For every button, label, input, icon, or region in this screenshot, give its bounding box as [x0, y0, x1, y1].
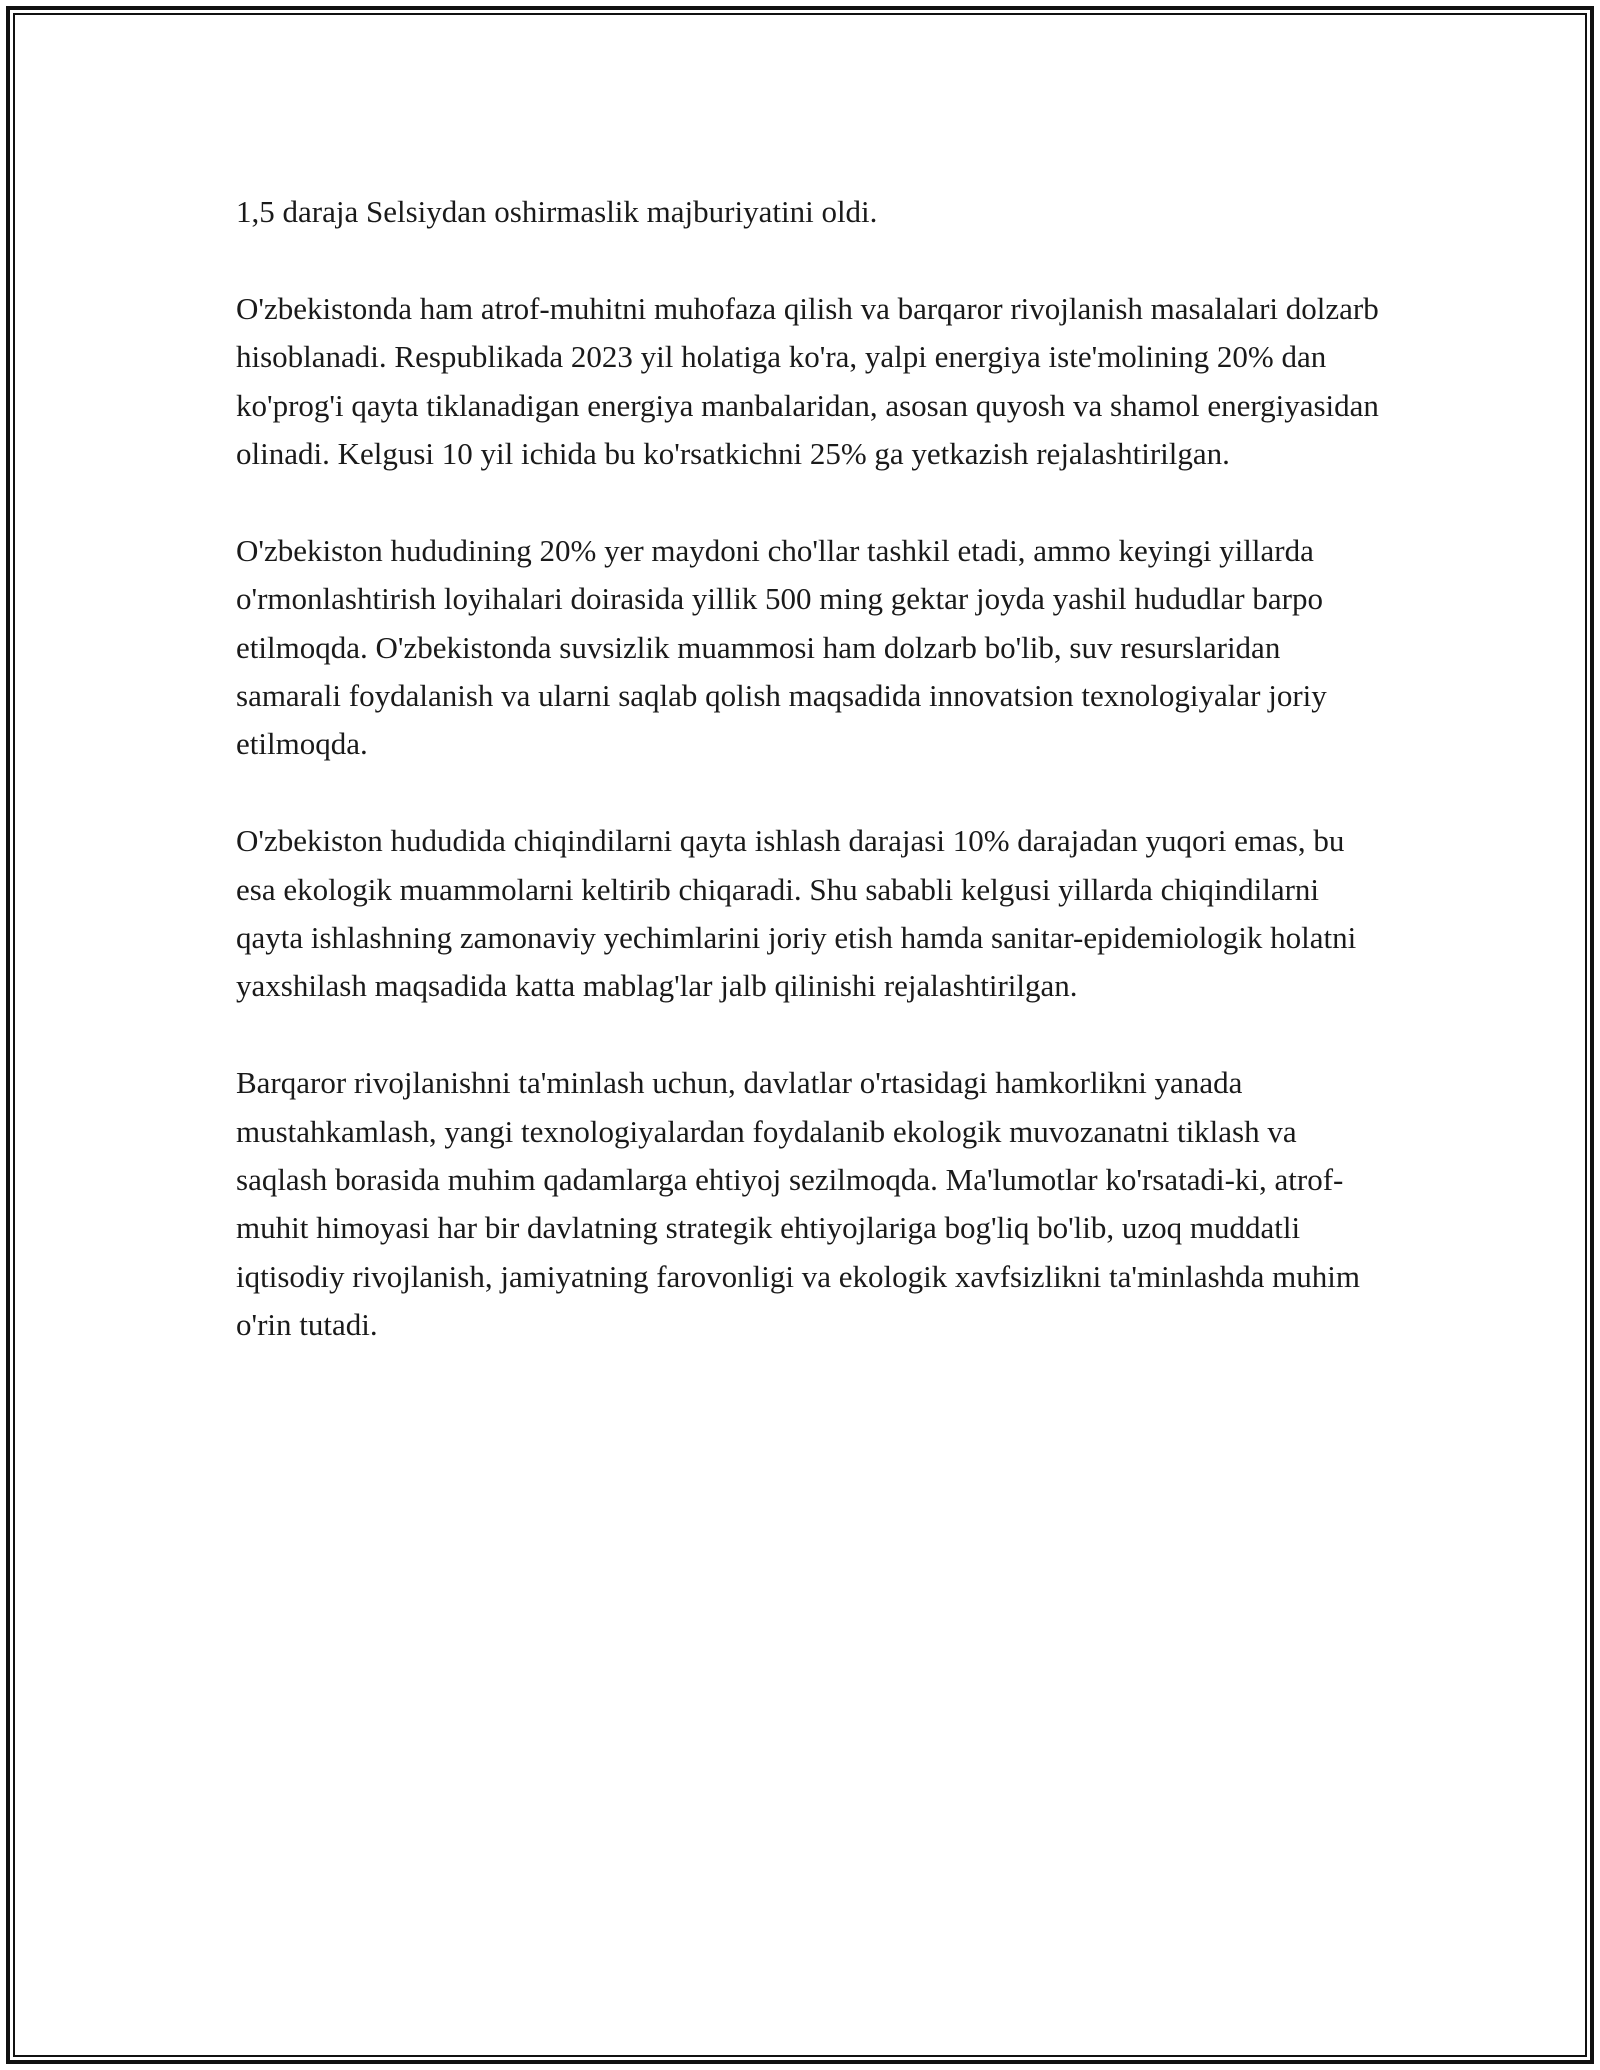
document-body: [236, 188, 1386, 1350]
paragraph-4: O'zbekiston hududida chiqindilarni qayta ishlash darajasi 10% darajadan yuqori emas, bu esa ekologik muammolarni keltirib chiqaradi. Shu sababli kelgusi yillarda chiqindilarni qayta ishlashning zamonaviy yechimlarini joriy etish hamda sanitar-epidemiologik holatni yaxshilash maqsadida katta mablag'lar jalb qilinishi rejalashtirilgan.: [236, 823, 1357, 1004]
paragraph-3: O'zbekiston hududining 20% yer maydoni cho'llar tashkil etadi, ammo keyingi yillarda o'rmonlashtirish loyihalari doirasida yillik 500 ming gektar joyda yashil hududlar barpo etilmoqda. O'zbekistonda suvsizlik muammosi ham dolzarb bo'lib, suv resurslaridan samarali foydalanish va ularni saqlab qolish maqsadida innovatsion texnologiyalar joriy etilmoqda.: [236, 532, 1327, 762]
paragraph-5: Barqaror rivojlanishni ta'minlash uchun, davlatlar o'rtasidagi hamkorlikni yanada mustahkamlash, yangi texnologiyalardan foydalanib ekologik muvozanatni tiklash va saqlash borasida muhim qadamlarga ehtiyoj sezilmoqda. Ma'lumotlar ko'rsatadi-ki, atrof-muhit himoyasi har bir davlatning strategik ehtiyojlariga bog'liq bo'lib, uzoq muddatli iqtisodiy rivojlanish, jamiyatning farovonligi va ekologik xavfsizlikni ta'minlashda muhim o'rin tutadi.: [236, 1065, 1361, 1343]
paragraph-1: 1,5 daraja Selsiydan oshirmaslik majburiyatini oldi.: [236, 194, 878, 229]
paragraph-2: O'zbekistonda ham atrof-muhitni muhofaza qilish va barqaror rivojlanish masalalari dolzarb hisoblanadi. Respublikada 2023 yil holatiga ko'ra, yalpi energiya iste'molining 20% dan ko'prog'i qayta tiklanadigan energiya manbalaridan, asosan quyosh va shamol energiyasidan olinadi. Kelgusi 10 yil ichida bu ko'rsatkichni 25% ga yetkazish rejalashtirilgan.: [236, 290, 1379, 472]
